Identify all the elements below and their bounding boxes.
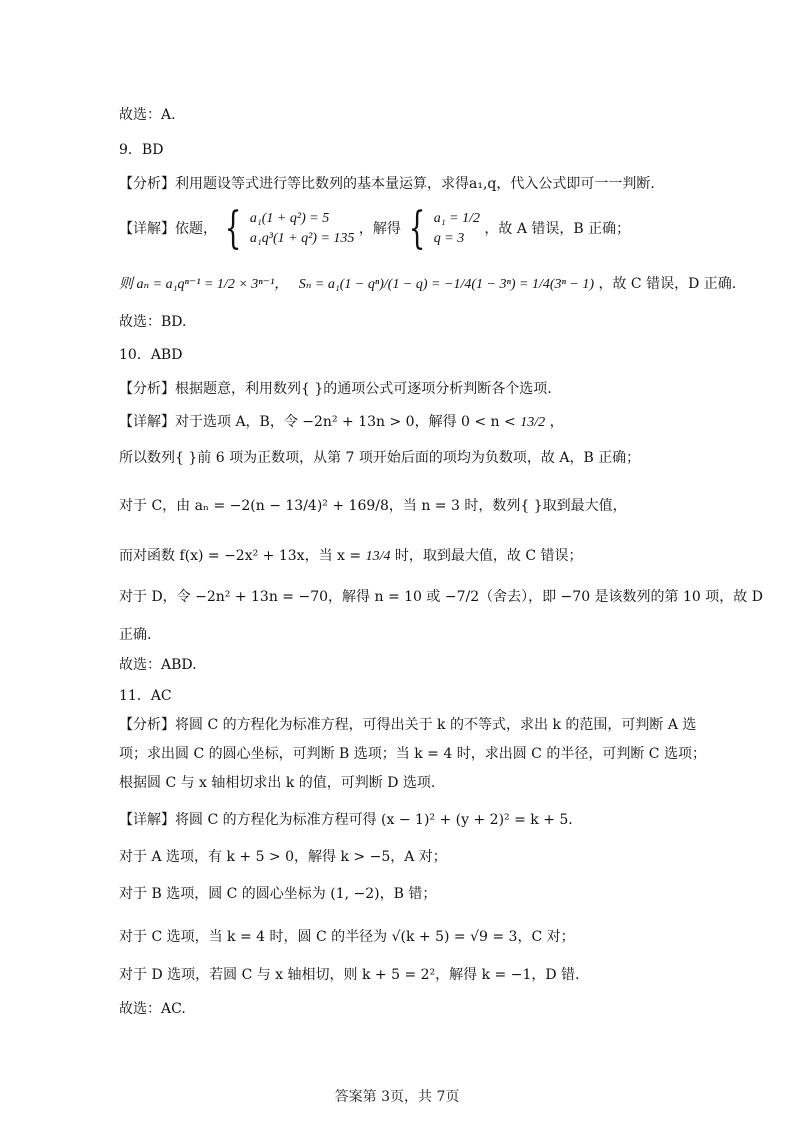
analysis-line: 根据圆 C 与 x 轴相切求出 k 的值，可判断 D 选项. <box>119 775 436 791</box>
detail-line: 【详解】对于选项 A，B，令 −2n² + 13n > 0，解得 0 < n < 13/2 ， <box>119 414 564 430</box>
equation-system: a₁(1 + q²) = 5 a₁q³(1 + q²) = 135 <box>249 211 355 246</box>
text-line: 正确. <box>119 627 152 643</box>
page-footer: 答案第 3页，共 7页 <box>334 1089 460 1105</box>
detail-line: 【详解】将圆 C 的方程化为标准方程可得 (x − 1)² + (y + 2)² = k + 5. <box>119 812 573 828</box>
analysis-line: 项；求出圆 C 的圆心坐标，可判断 B 选项；当 k = 4 时，求出圆 C 的半径，可判断 C 选项； <box>119 746 706 762</box>
text-line: 对于 D，令 −2n² + 13n = −70，解得 n = 10 或 −7/2（舍去），即 −70 是该数列的第 10 项，故 D <box>119 589 763 605</box>
detail-line: 对于 C 选项，当 k = 4 时，圆 C 的半径为 √(k + 5) = √9 = 3，C 对； <box>119 929 575 945</box>
text-line: 所以数列{ }前 6 项为正数项，从第 7 项开始后面的项均为负数项，故 A，B 正确； <box>119 450 641 466</box>
answer-line: 故选：A. <box>119 107 176 123</box>
formula-line: 则 aₙ = a₁qⁿ⁻¹ = 1/2 × 3ⁿ⁻¹， Sₙ = a₁(1 − qⁿ)/(1 − q) = −1/4(1 − 3ⁿ) = 1/4(3ⁿ − 1) ，故 C 错误，D 正确. <box>119 276 737 292</box>
text-line: 对于 C，由 aₙ = −2(n − 13/4)² + 169/8，当 n = 3 时，数列{ }取到最大值， <box>119 498 627 514</box>
detail-line: 对于 B 选项，圆 C 的圆心坐标为 (1, −2)，B 错； <box>119 886 437 902</box>
question-number: 11．AC <box>119 688 172 704</box>
analysis-line: 【分析】将圆 C 的方程化为标准方程，可得出关于 k 的不等式，求出 k 的范围，可判断 A 选 <box>119 717 697 733</box>
analysis-line: 【分析】根据题意，利用数列{ }的通项公式可逐项分析判断各个选项. <box>119 381 552 397</box>
text-line: 而对函数 f(x) = −2x² + 13x，当 x = 13/4 时，取到最大值，故 C 错误； <box>119 548 583 564</box>
question-number: 9．BD <box>119 142 164 158</box>
answer-line: 故选：ABD. <box>119 657 197 673</box>
detail-system-line: 【详解】依题， { a₁(1 + q²) = 5 a₁q³(1 + q²) = 135 ，解得 { a₁ = 1/2 q = 3 ，故 A 错误，B 正确； <box>119 203 631 254</box>
brace-glyph: { <box>408 203 426 254</box>
solution-system: a₁ = 1/2 q = 3 <box>433 211 480 246</box>
brace-glyph: { <box>225 203 242 254</box>
answer-line: 故选：BD. <box>119 314 187 330</box>
answer-line: 故选：AC. <box>119 1001 186 1017</box>
analysis-line: 【分析】利用题设等式进行等比数列的基本量运算，求得a₁,q，代入公式即可一一判断. <box>119 176 655 192</box>
detail-line: 对于 D 选项，若圆 C 与 x 轴相切，则 k + 5 = 2²，解得 k = −1，D 错. <box>119 967 580 983</box>
detail-line: 对于 A 选项，有 k + 5 > 0，解得 k > −5，A 对； <box>119 849 447 865</box>
question-number: 10．ABD <box>119 347 183 363</box>
